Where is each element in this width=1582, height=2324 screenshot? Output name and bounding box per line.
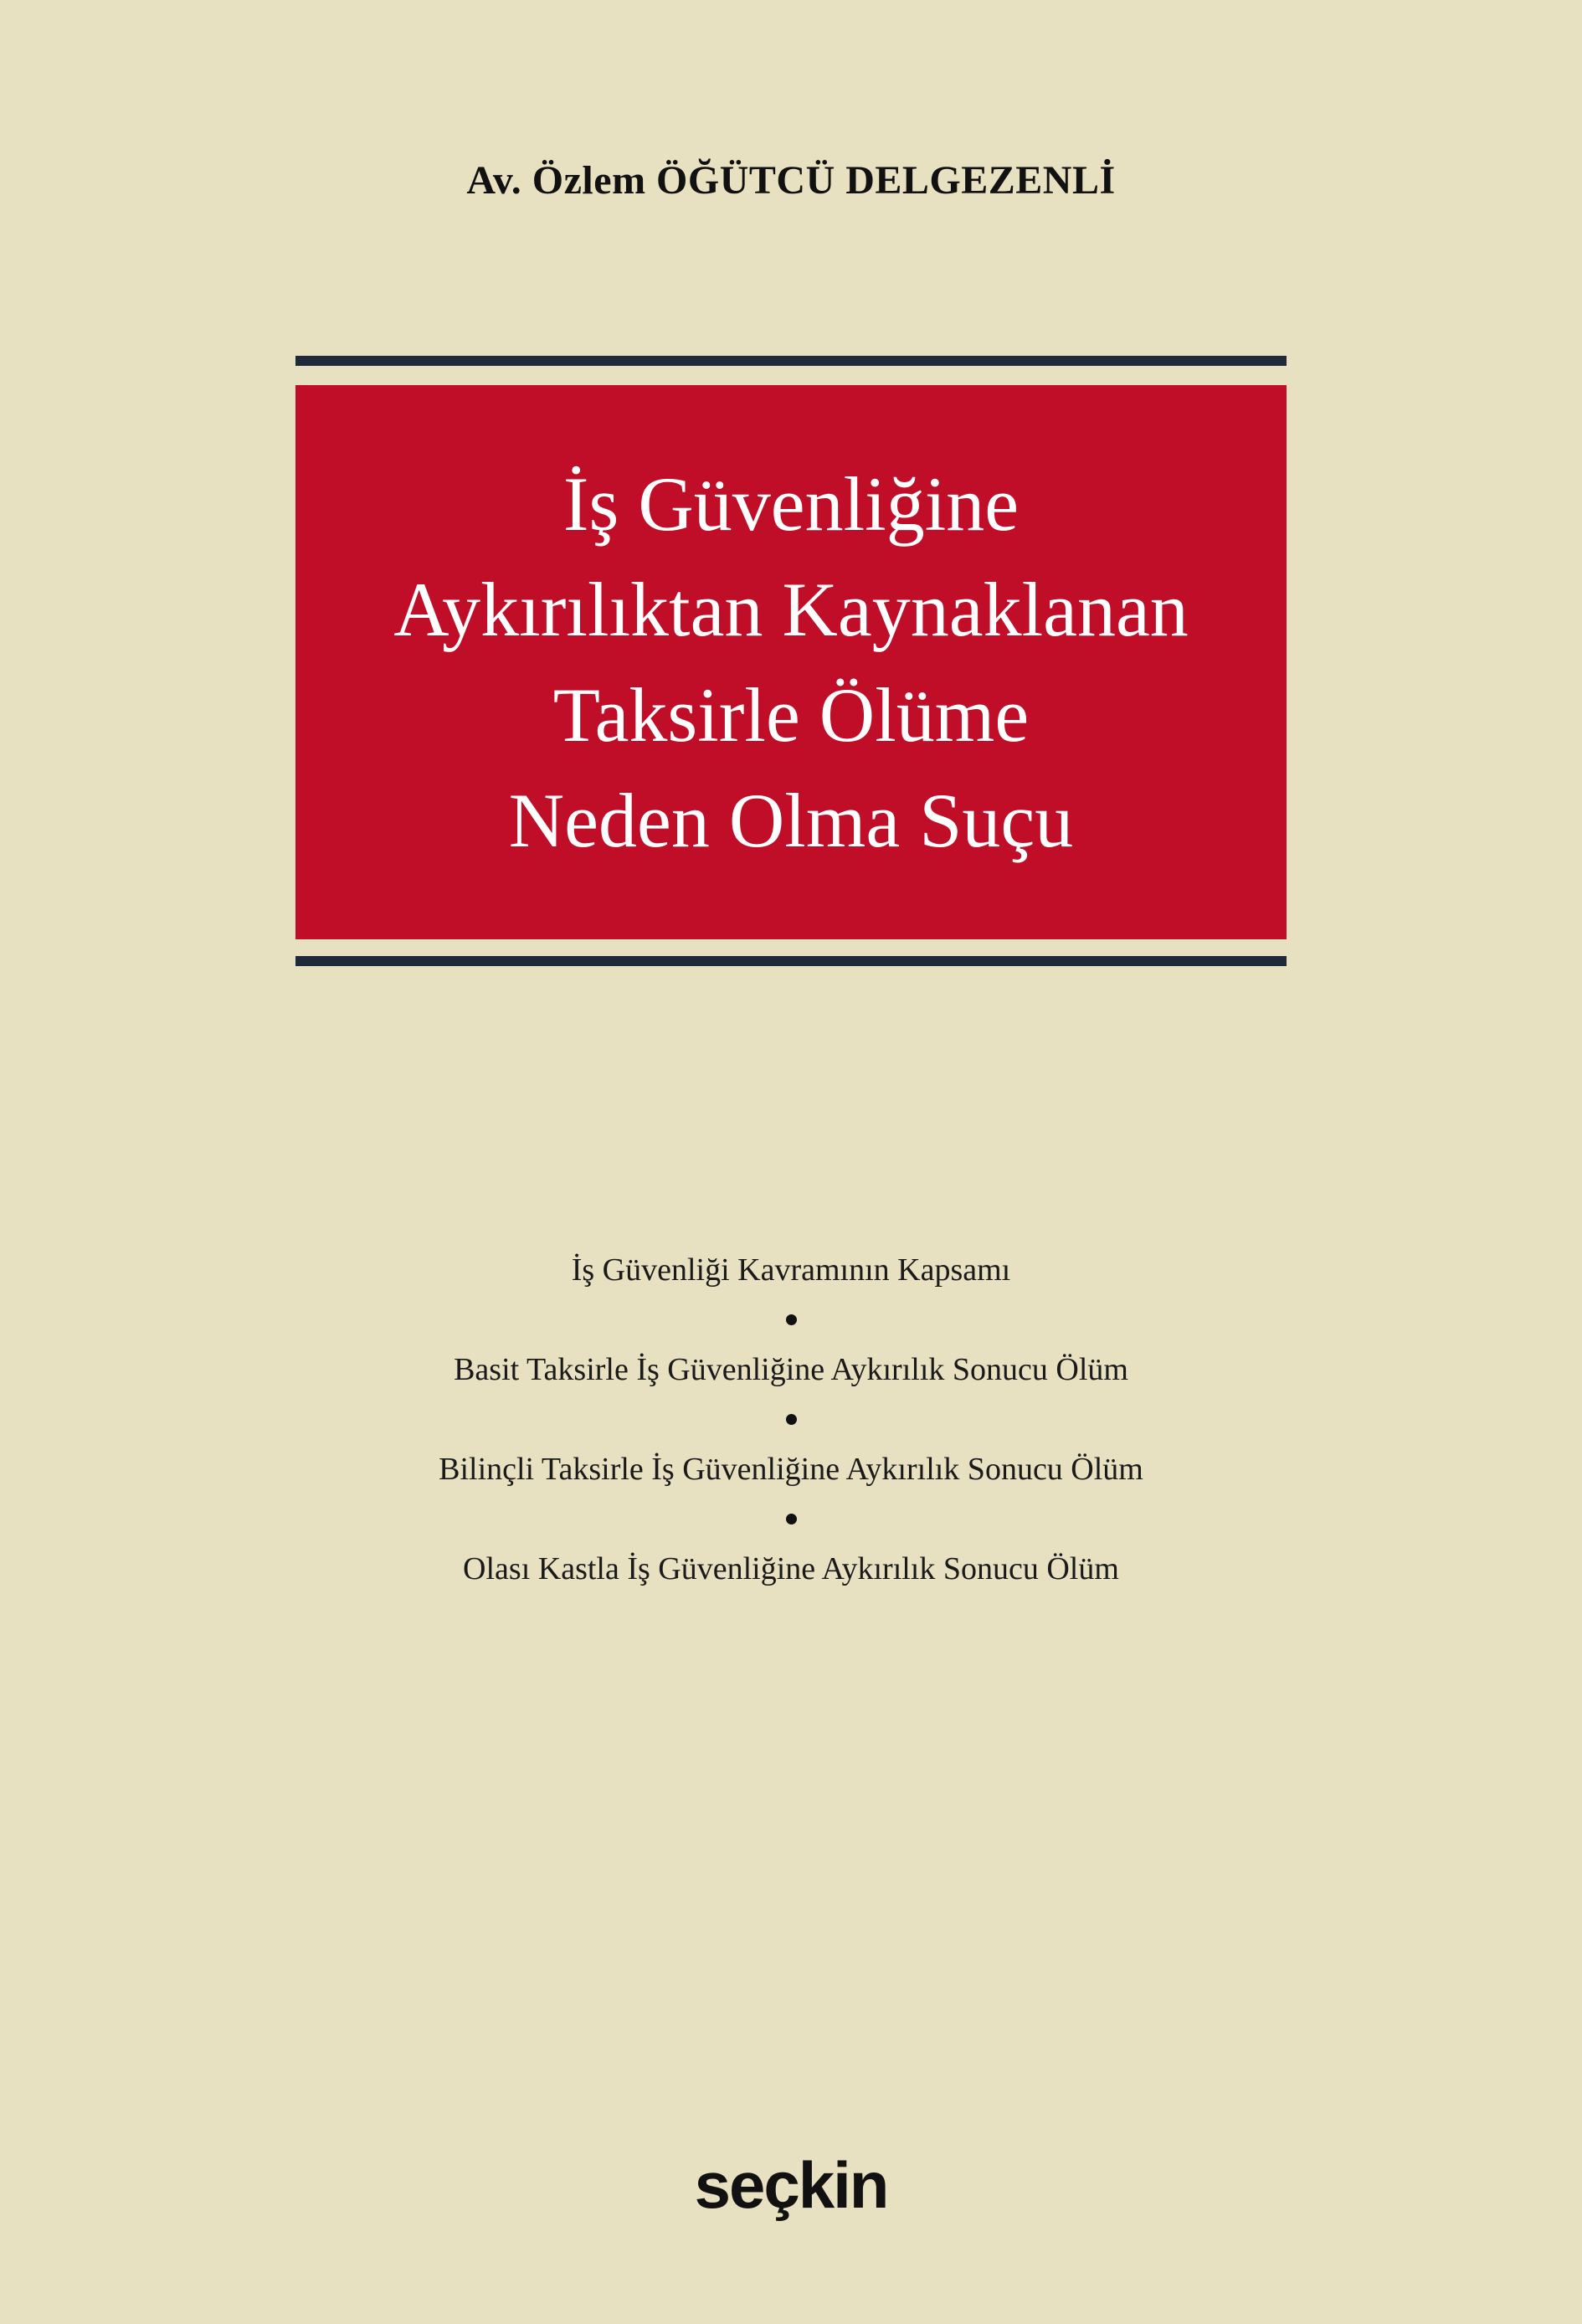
bullet-separator bbox=[786, 1314, 797, 1325]
bullet-separator bbox=[786, 1414, 797, 1425]
topic-item: Olası Kastla İş Güvenliğine Aykırılık Sonucu Ölüm bbox=[463, 1551, 1119, 1586]
title-line-2: Aykırılıktan Kaynaklanan bbox=[393, 567, 1189, 652]
topics-list bbox=[0, 1247, 1582, 1591]
title-line-1: İş Güvenliğine bbox=[562, 461, 1020, 547]
bottom-divider bbox=[295, 956, 1287, 966]
topic-item: Basit Taksirle İş Güvenliğine Aykırılık Sonucu Ölüm bbox=[454, 1352, 1128, 1387]
title-line-4: Neden Olma Suçu bbox=[508, 778, 1074, 863]
top-divider bbox=[295, 356, 1287, 366]
publisher-name: seçkin bbox=[694, 2148, 888, 2222]
title-line-3: Taksirle Ölüme bbox=[552, 672, 1030, 758]
topic-item: Bilinçli Taksirle İş Güvenliğine Aykırılık Sonucu Ölüm bbox=[439, 1452, 1143, 1487]
publisher-logo bbox=[0, 2147, 1582, 2224]
bullet-separator bbox=[786, 1514, 797, 1524]
title-panel bbox=[295, 385, 1287, 939]
topic-item: İş Güvenliği Kavramının Kapsamı bbox=[571, 1252, 1011, 1288]
author-name: Av. Özlem ÖĞÜTCÜ DELGEZENLİ bbox=[466, 158, 1116, 203]
